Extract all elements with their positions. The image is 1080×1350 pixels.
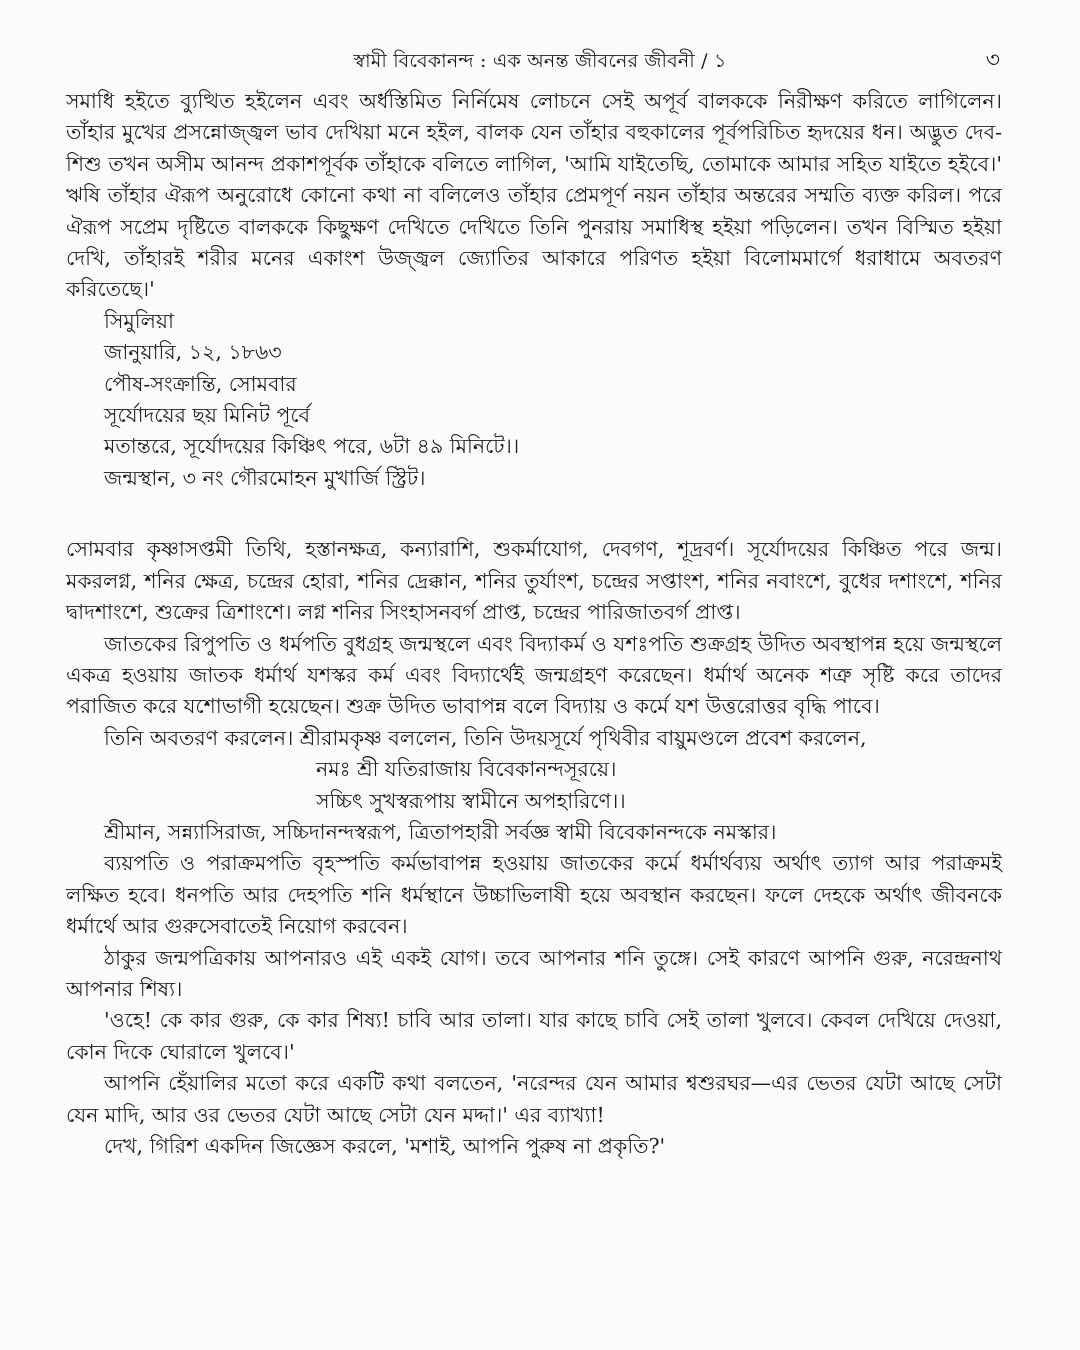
intro-paragraph: সমাধি হইতে ব্যুত্থিত হইলেন এবং অর্ধস্তিমিত নির্নিমেষ লোচনে সেই অপূর্ব বালককে নিরীক্ষণ করিতে লাগিলেন। তাঁহার মুখের প্রসন্নোজ্জ্বল ভাব দেখিয়া মনে হইল, বালক যেন তাঁহার বহুকালের পূর্বপরিচিত হৃদয়ের ধন। অদ্ভুত দেব-শিশু তখন অসীম আনন্দ প্রকাশপূর্বক তাঁহাকে বলিতে লাগিল, 'আমি যাইতেছি, তোমাকে আমার সহিত যাইতে হইবে।' ঋষি তাঁহার ঐরূপ অনুরোধে কোনো কথা না বলিলেও তাঁহার প্রেমপূর্ণ নয়ন তাঁহার অন্তরের সম্মতি ব্যক্ত করিল। পরে ঐরূপ সপ্রেম দৃষ্টিতে বালককে কিছুক্ষণ দেখিতে দেখিতে তিনি পুনরায় সমাধিস্থ হইয়া পড়িলেন। তখন বিস্মিত হইয়া দেখি, তাঁহারই শরীর মনের একাংশ উজ্জ্বল জ্যোতির আকারে পরিণত হইয়া বিলোমমার্গে ধরাধামে অবতরণ করিতেছে।' xyxy=(66,89,1002,302)
astro-paragraph-3: ব্যয়পতি ও পরাক্রমপতি বৃহস্পতি কর্মভাবাপন্ন হওয়ায় জাতকের কর্মে ধর্মার্থব্যয় অর্থাৎ ত্যাগ আর পরাক্রমই লক্ষিত হবে। ধনপতি আর দেহপতি শনি ধর্মস্থানে উচ্চাভিলাষী হয়ে অবস্থান করছেন। ফলে দেহকে অর্থাৎ জীবনকে ধর্মার্থে আর গুরুসেবাতেই নিয়োগ করবেন। xyxy=(66,851,1002,939)
sanskrit-verse xyxy=(66,754,1002,817)
birth-details xyxy=(66,306,1002,494)
salutation-paragraph: শ্রীমান, সন্ন্যাসিরাজ, সচ্চিদানন্দস্বরূপ, ত্রিতাপহারী সর্বজ্ঞ স্বামী বিবেকানন্দকে নমস্কার। xyxy=(104,819,777,844)
birth-time: সূর্যোদয়ের ছয় মিনিট পূর্বে xyxy=(104,403,311,428)
section-gap xyxy=(66,494,1002,534)
verse-line-2: সচ্চিৎ সুখস্বরূপায় স্বামীনে অপহারিণে।। xyxy=(316,788,626,813)
thakur-paragraph: ঠাকুর জন্মপত্রিকায় আপনারও এই একই যোগ। তবে আপনার শনি তুঙ্গে। সেই কারণে আপনি গুরু, নরেন্দ্রনাথ আপনার শিষ্য। xyxy=(66,945,1002,1001)
astro-paragraph-1: সোমবার কৃষ্ণাসপ্তমী তিথি, হস্তানক্ষত্র, কন্যারাশি, শুকর্মাযোগ, দেবগণ, শূদ্রবর্ণ। সূর্যোদয়ের কিঞ্চিত পরে জন্ম। মকরলগ্ন, শনির ক্ষেত্র, চন্দ্রের হোরা, শনির দ্রেক্কান, শনির তুর্যাংশ, চন্দ্রের সপ্তাংশ, শনির নবাংশে, বুধের দশাংশে, শনির দ্বাদশাংশে, শুক্রের ত্রিশাংশে। লগ্ন শনির সিংহাসনবর্গ প্রাপ্ত, চন্দ্রের পারিজাতবর্গ প্রাপ্ত। xyxy=(66,537,1002,625)
astro-paragraph-2: জাতকের রিপুপতি ও ধর্মপতি বুধগ্রহ জন্মস্থলে এবং বিদ্যাকর্ম ও যশঃপতি শুক্রগ্রহ উদিত অবস্থাপন্ন হয়ে জন্মস্থলে একত্র হওয়ায় জাতক ধর্মার্থ যশস্কর কর্ম এবং বিদ্যার্থেই জন্মগ্রহণ করেছেন। ধর্মার্থ অনেক শত্রু সৃষ্টি করে তাদের পরাজিত করে যশোভাগী হয়েছেন। শুক্র উদিত ভাবাপন্ন বলে বিদ্যায় ও কর্মে যশ উত্তরোত্তর বৃদ্ধি পাবে। xyxy=(66,631,1002,719)
body-text xyxy=(66,86,1002,1162)
header-title: স্বামী বিবেকানন্দ : এক অনন্ত জীবনের জীবনী / ১ xyxy=(353,50,727,72)
birth-date: জানুয়ারি, ১২, ১৮৬৩ xyxy=(104,340,282,365)
birth-day: পৌষ-সংক্রান্তি, সোমবার xyxy=(104,371,297,396)
quote-paragraph: 'ওহে! কে কার গুরু, কে কার শিষ্য! চাবি আর তালা। যার কাছে চাবি সেই তালা খুলবে। কেবল দেখিয়ে দেওয়া, কোন দিকে ঘোরালে খুলবে।' xyxy=(66,1008,1002,1064)
page-number: ৩ xyxy=(985,48,1000,73)
verse-line-1: নমঃ শ্রী যতিরাজায় বিবেকানন্দসূরয়ে। xyxy=(316,757,617,782)
birth-time-alt: মতান্তরে, সূর্যোদয়ের কিঞ্চিৎ পরে, ৬টা ৪৯ মিনিটে।। xyxy=(104,434,520,459)
descent-paragraph: তিনি অবতরণ করলেন। শ্রীরামকৃষ্ণ বললেন, তিনি উদয়সূর্যে পৃথিবীর বায়ুমণ্ডলে প্রবেশ করলেন, xyxy=(104,725,867,750)
riddle-paragraph: আপনি হেঁয়ালির মতো করে একটি কথা বলতেন, 'নরেন্দর যেন আমার শ্বশুরঘর—এর ভেতর যেটা আছে সেটা যেন মাদি, আর ওর ভেতর যেটা আছে সেটা যেন মদ্দা।' এর ব্যাখ্যা! xyxy=(66,1071,1002,1127)
birth-address: জন্মস্থান, ৩ নং গৌরমোহন মুখার্জি স্ট্রিট। xyxy=(104,465,426,490)
girish-paragraph: দেখ, গিরিশ একদিন জিজ্ঞেস করলে, 'মশাই, আপনি পুরুষ না প্রকৃতি?' xyxy=(104,1134,666,1158)
birth-place: সিমুলিয়া xyxy=(104,308,174,333)
running-header xyxy=(60,44,1020,78)
